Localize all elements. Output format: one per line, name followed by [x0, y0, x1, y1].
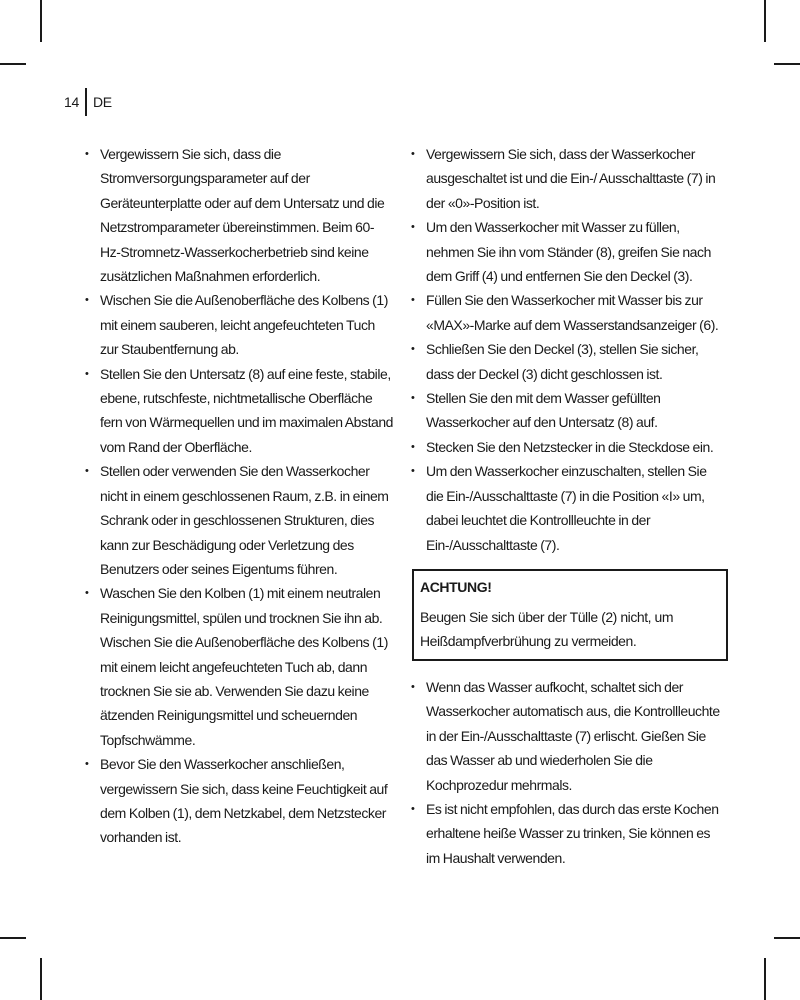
bullet-dot: •: [411, 802, 415, 815]
list-item-text: Stecken Sie den Netzstecker in die Steckdose ein.: [426, 438, 714, 455]
list-item-text: Vergewissern Sie sich, dass der Wasserkocher ausgeschaltet ist und die Ein-/ Ausschalttaste (7) in der «0»-Position ist.: [426, 146, 716, 211]
list-item: [84, 459, 394, 581]
list-item-text: Füllen Sie den Wasserkocher mit Wasser bis zur «MAX»-Marke auf dem Wasserstandsanzeiger (6).: [426, 292, 719, 333]
bullet-dot: •: [85, 587, 89, 600]
list-item: [410, 435, 720, 459]
crop-mark-left-bottom: [0, 937, 26, 939]
list-item: [410, 675, 720, 797]
bullet-dot: •: [411, 343, 415, 356]
right-bullet-list-bottom: [410, 675, 720, 870]
list-item-text: Bevor Sie den Wasserkocher anschließen, vergewissern Sie sich, dass keine Feuchtigkeit auf dem Kolben (1), dem Netzkabel, dem Netzstecker vorhanden ist.: [100, 756, 388, 846]
list-item: [410, 386, 720, 435]
bullet-dot: •: [85, 148, 89, 160]
list-item: [410, 142, 720, 215]
crop-mark-right-top: [774, 63, 800, 65]
bullet-dot: •: [411, 392, 415, 405]
warning-box: [412, 569, 728, 661]
crop-mark-top-right: [764, 0, 766, 42]
list-item: [410, 797, 720, 870]
list-item: [410, 337, 720, 386]
bullet-dot: •: [85, 465, 89, 478]
list-item-text: Um den Wasserkocher einzuschalten, stellen Sie die Ein-/Ausschalttaste (7) in die Position «I» um, dabei leuchtet die Kontrollleuchte in der Ein-/Ausschalttaste (7).: [426, 463, 707, 553]
list-item: [84, 362, 394, 460]
right-bullet-list-top: [410, 142, 720, 557]
crop-mark-right-bottom: [774, 937, 800, 939]
page-header: [64, 88, 112, 116]
crop-mark-left-top: [0, 63, 26, 65]
bullet-dot: •: [85, 367, 89, 380]
list-item: [410, 288, 720, 337]
header-divider: [85, 88, 87, 116]
bullet-dot: •: [411, 440, 415, 453]
list-item: [84, 581, 394, 752]
list-item-text: Stellen oder verwenden Sie den Wasserkocher nicht in einem geschlossenen Raum, z.B. in einem Schrank oder in geschlossenen Strukturen, dies kann zur Beschädigung oder Verletzung des Benutzers oder seines Eigentums führen.: [100, 463, 389, 577]
left-bullet-list: [84, 142, 394, 850]
bullet-dot: •: [85, 758, 89, 771]
bullet-dot: •: [411, 148, 415, 160]
list-item-text: Schließen Sie den Deckel (3), stellen Sie sicher, dass der Deckel (3) dicht geschlossen ist.: [426, 341, 699, 382]
list-item: [410, 215, 720, 288]
warning-title: ACHTUNG!: [420, 578, 492, 595]
language-code: DE: [92, 94, 112, 110]
list-item-text: Stellen Sie den mit dem Wasser gefüllten Wasserkocher auf den Untersatz (8) auf.: [426, 390, 661, 431]
list-item-text: Waschen Sie den Kolben (1) mit einem neutralen Reinigungsmittel, spülen und trocknen Sie ihn ab. Wischen Sie die Außenoberfläche des Kolbens (1) mit einem leicht angefeuchteten Tuch ab, dann trocknen Sie sie ab. Verwenden Sie dazu keine ätzenden Reinigungsmittel und scheuernden Topfschwämme.: [100, 585, 388, 748]
list-item-text: Um den Wasserkocher mit Wasser zu füllen, nehmen Sie ihn vom Ständer (8), greifen Sie nach dem Griff (4) und entfernen Sie den Deckel (3).: [426, 219, 711, 285]
crop-mark-top-left: [40, 0, 42, 42]
bullet-dot: •: [411, 221, 415, 234]
list-item-text: Wenn das Wasser aufkocht, schaltet sich der Wasserkocher automatisch aus, die Kontrollleuchte in der Ein-/Ausschalttaste (7) erlischt. Gießen Sie das Wasser ab und wiederholen Sie die Kochprozedur mehrmals.: [426, 678, 720, 793]
list-item-text: Es ist nicht empfohlen, das durch das erste Kochen erhaltene heiße Wasser zu trinken, Sie können es im Haushalt verwenden.: [426, 800, 719, 866]
crop-mark-bottom-right: [764, 958, 766, 1000]
page-number: 14: [64, 94, 79, 110]
bullet-dot: •: [85, 294, 89, 307]
list-item-text: Vergewissern Sie sich, dass die Stromversorgungsparameter auf der Geräteunterplatte oder auf dem Untersatz und die Netzstromparameter übereinstimmen. Beim 60-Hz-Stromnetz-Wasserkocherbetrieb sind keine zusätzlichen Maßnahmen erforderlich.: [100, 146, 385, 285]
bullet-dot: •: [411, 465, 415, 478]
warning-text: Beugen Sie sich über der Tülle (2) nicht, um Heißdampfverbrühung zu vermeiden.: [420, 608, 674, 649]
list-item-text: Stellen Sie den Untersatz (8) auf eine feste, stabile, ebene, rutschfeste, nichtmetallische Oberfläche fern von Wärmequellen und im maximalen Abstand vom Rand der Oberfläche.: [100, 365, 394, 455]
list-item: [84, 752, 394, 850]
list-item: [84, 288, 394, 361]
right-column: [410, 142, 720, 870]
crop-mark-bottom-left: [40, 958, 42, 1000]
list-item: [410, 459, 720, 557]
left-column: [84, 142, 394, 850]
bullet-dot: •: [411, 294, 415, 307]
bullet-dot: •: [411, 680, 415, 693]
list-item: [84, 142, 394, 288]
list-item-text: Wischen Sie die Außenoberfläche des Kolbens (1) mit einem sauberen, leicht angefeuchteten Tuch zur Staubentfernung ab.: [100, 292, 388, 358]
